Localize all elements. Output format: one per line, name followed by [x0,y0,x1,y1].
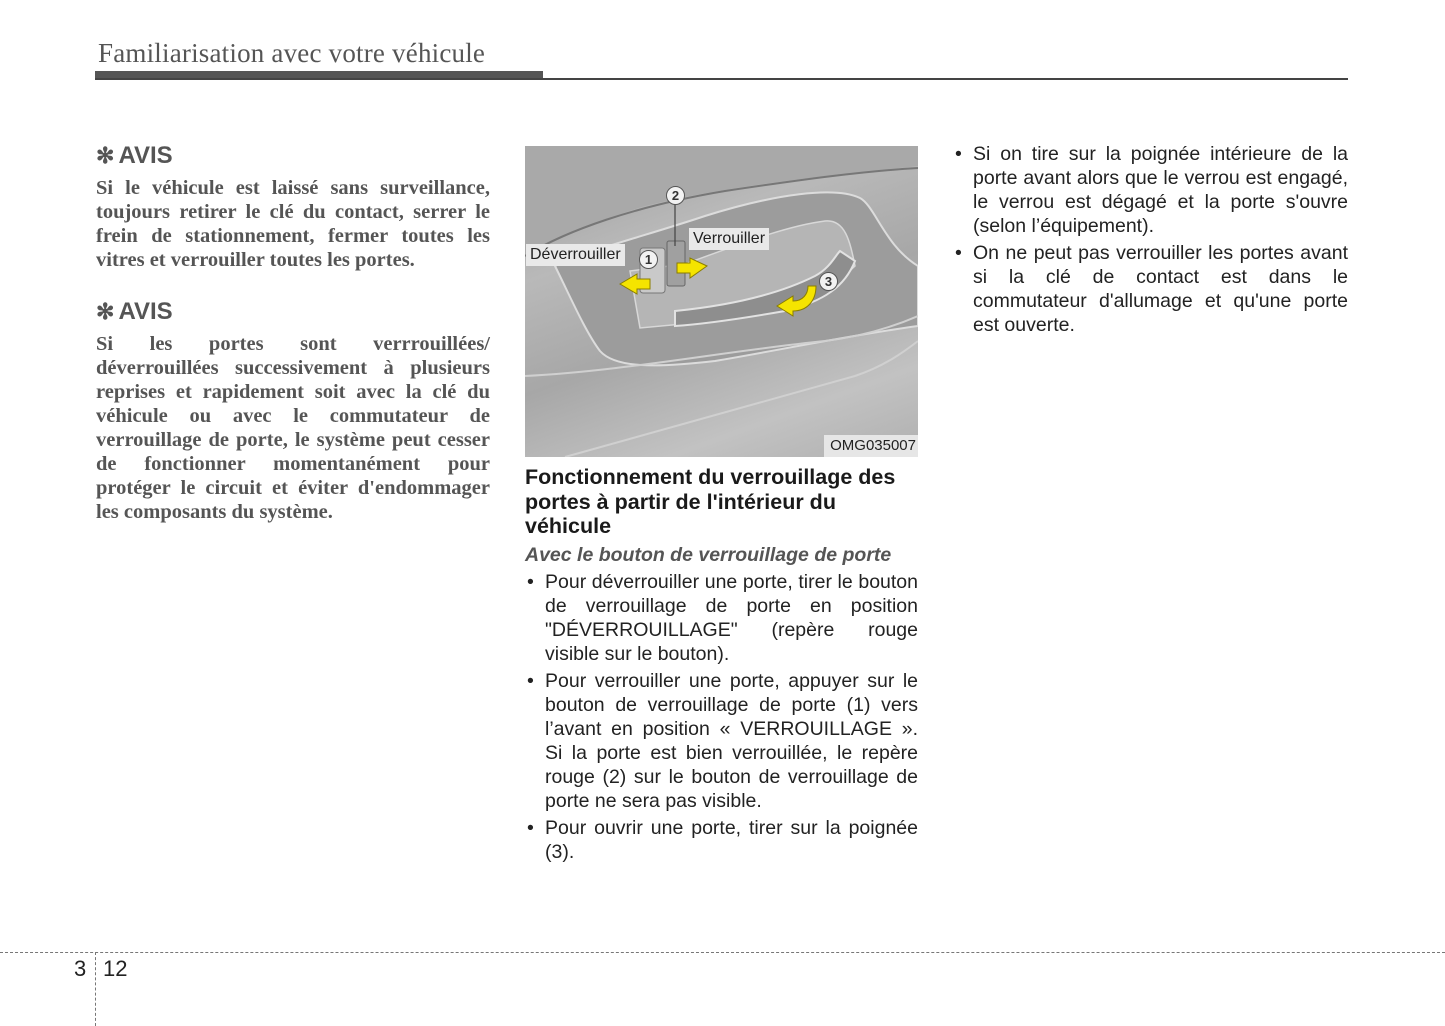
page-header-title: Familiarisation avec votre véhicule [98,38,486,68]
list-item: • Pour verrouiller une porte, appuyer sur le bouton de verrouillage de porte (1) vers l’avant en position « VERROUILLAGE ». Si la porte est bien verrouillée, le repère rouge (2) sur le bouton de verrouillage de porte ne sera pas visible. [527,669,918,812]
section-title: Fonctionnement du verrouillage des portes à partir de l'intérieur du véhicule [525,465,896,538]
left-column [96,142,490,524]
footer-divider [95,952,96,1026]
footer-rule [0,952,1445,953]
bullet-icon: • [527,570,534,593]
header-rule-thin [95,78,1348,80]
bullet-icon: • [527,816,534,839]
bullet-icon: • [955,242,962,264]
middle-column [525,146,918,867]
unlock-label: Déverrouiller [526,244,625,266]
notice-title: ✻ AVIS [96,142,173,169]
door-handle-illustration [525,146,918,457]
door-panel-drawing [525,146,918,457]
asterisk-icon: ✻ [96,143,115,168]
notice-2 [96,298,490,524]
figure-code: OMG035007 [824,435,918,457]
section-subtitle: Avec le bouton de verrouillage de porte [525,543,892,566]
right-column [953,142,1348,340]
lock-label: Verrouiller [689,228,769,250]
list-item: • Pour ouvrir une porte, tirer sur la poignée (3). [527,816,918,863]
list-item: • Pour déverrouiller une porte, tirer le bouton de verrouillage de porte en position "DÉVERROUILLAGE" (repère rouge visible sur le bouton). [527,570,918,665]
notice-title: ✻ AVIS [96,298,173,325]
asterisk-icon: ✻ [96,299,115,324]
bullet-icon: • [955,143,962,165]
callout-3: 3 [819,272,838,291]
list-item: • Si on tire sur la poignée intérieure de la porte avant alors que le verrou est engagé, le verrou est dégagé et la porte s'ouvre (selon l’équipement). [955,143,1348,237]
notice-body: Si le véhicule est laissé sans surveillance, toujours retirer le clé du contact, serrer le frein de stationnement, fermer toutes les vitres et verrouiller toutes les portes. [96,177,490,271]
callout-1: 1 [639,250,658,269]
bullet-icon: • [527,669,534,692]
list-item: • On ne peut pas verrouiller les portes avant si la clé de contact est dans le commutateur d'allumage et qu'une porte est ouverte. [955,242,1348,336]
callout-2: 2 [666,186,685,205]
notice-1 [96,142,490,272]
notice-body: Si les portes sont verrrouillées/ déverrouillées successivement à plusieurs reprises et rapidement soit avec la clé du véhicule ou avec le commutateur de verrouillage de porte, le système peut cesser de fonctionner momentanément pour protéger le circuit et éviter d'endommager les composants du système. [96,333,490,523]
instruction-list [525,570,918,864]
chapter-number: 3 [74,956,87,981]
note-list [953,142,1348,337]
page-number: 12 [103,956,128,981]
